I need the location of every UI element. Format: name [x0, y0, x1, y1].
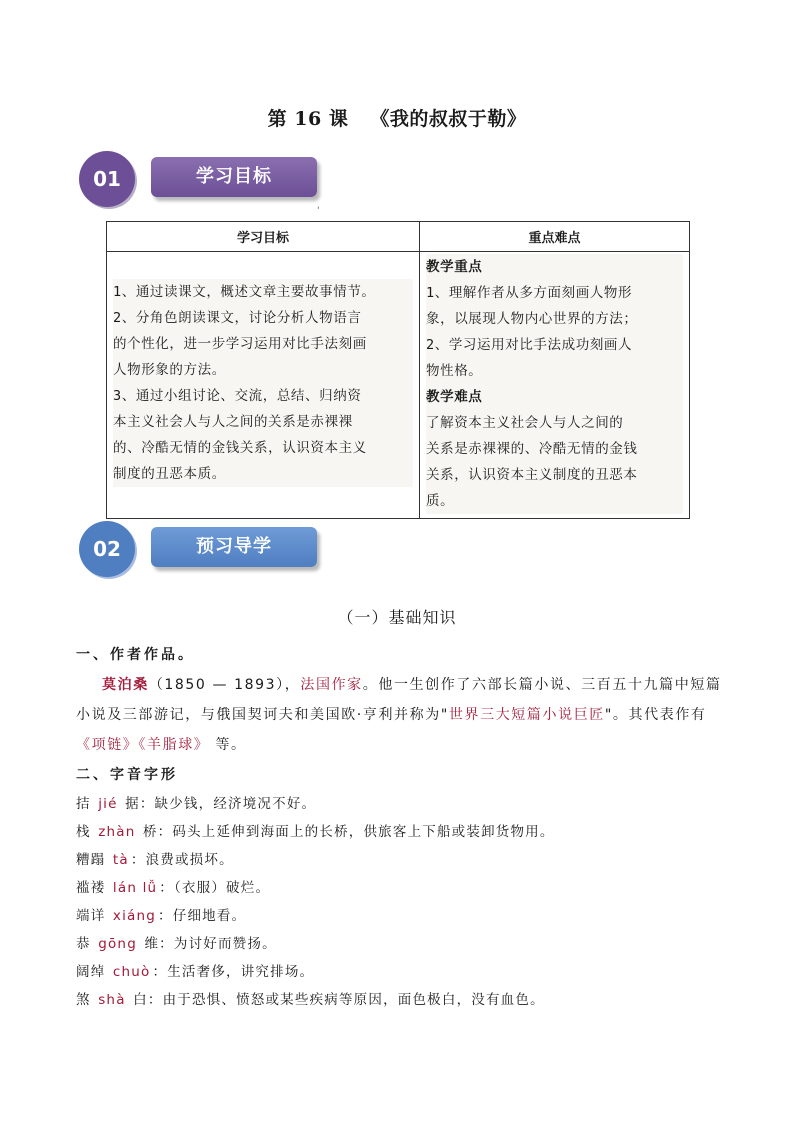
vocab-def: 白：由于恐惧、愤怒或某些疾病等原因，面色极白，没有血色。: [133, 992, 545, 1008]
list-item: [76, 902, 724, 930]
lesson-name: 《我的叔叔于勒》: [370, 108, 527, 130]
list-item: 1、理解作者从多方面刻画人物形: [426, 285, 633, 301]
work-title: 《项链》: [76, 737, 139, 753]
vocab-pinyin: zhàn: [98, 824, 136, 840]
section-banner-preview: [78, 520, 338, 582]
list-item: 象，以展现人物内心世界的方法；: [426, 311, 638, 327]
page-title: [0, 104, 794, 131]
list-item: 了解资本主义社会人与人之间的: [426, 415, 624, 431]
list-item: [76, 790, 724, 818]
list-item: 关系，认识资本主义制度的丑恶本: [426, 467, 638, 483]
vocab-list: [76, 790, 724, 1014]
list-item: 人物形象的方法。: [113, 362, 226, 378]
list-item: 2、分角色朗读课文，讨论分析人物语言: [113, 310, 362, 326]
objectives-table: [106, 221, 690, 519]
text-run: 。他一生创作了六部长篇小说、三百五十九篇中短篇小说及三部游记，与俄国契诃夫和美国欧·亨利并称为": [76, 677, 722, 723]
list-item: 本主义社会人与人之间的关系是赤裸裸: [113, 414, 353, 430]
objectives-list: [113, 279, 413, 487]
part1-heading: 一、作者作品。: [76, 647, 195, 663]
list-item: [76, 874, 724, 902]
subheading: （一）基础知识: [337, 608, 457, 627]
vocab-pinyin: gōng: [98, 936, 137, 952]
difficulty-title: 教学难点: [426, 389, 483, 405]
tick-mark: ': [317, 206, 320, 216]
list-item: 3、通过小组讨论、交流，总结、归纳资: [113, 388, 362, 404]
vocab-def: 据：缺少钱，经济境况不好。: [125, 796, 317, 812]
author-name: 莫泊桑: [102, 677, 149, 693]
vocab-char: 栈: [76, 824, 91, 840]
author-honor: 世界三大短篇小说巨匠: [448, 707, 605, 723]
list-item: 的、冷酷无情的金钱关系，认识资本主义: [113, 440, 367, 456]
table-row: [107, 252, 690, 519]
list-item: 1、通过读课文，概述文章主要故事情节。: [113, 284, 376, 300]
list-item: [76, 958, 724, 986]
list-item: 物性格。: [426, 363, 483, 379]
objectives-cell: [107, 252, 420, 519]
list-item: [76, 986, 724, 1014]
section-banner-objectives: [78, 150, 338, 212]
vocab-def: ：生活奢侈，讲究排场。: [152, 964, 315, 980]
text-run: （1850 — 1893），: [148, 677, 301, 693]
work-title: 《羊脂球》: [138, 737, 210, 753]
key-points-list: [426, 254, 683, 514]
vocab-char: 糟蹋: [76, 852, 106, 868]
text-run: "。其代表作有: [604, 707, 707, 723]
list-item: [76, 818, 724, 846]
list-item: 2、学习运用对比手法成功刻画人: [426, 337, 633, 353]
author-paragraph: [76, 670, 724, 760]
list-item: 关系是赤裸裸的、冷酷无情的金钱: [426, 441, 638, 457]
vocab-pinyin: chuò: [112, 964, 151, 980]
vocab-pinyin: lán lǚ: [112, 880, 158, 896]
vocab-pinyin: jié: [98, 796, 118, 812]
list-item: 制度的丑恶本质。: [113, 466, 226, 482]
table-header-row: [107, 222, 690, 252]
section-badge: [78, 520, 140, 582]
vocab-char: 恭: [76, 936, 91, 952]
vocab-def: 维：为讨好而赞扬。: [144, 936, 277, 952]
part2-heading: 二、字音字形: [76, 767, 178, 783]
vocab-char: 拮: [76, 796, 91, 812]
section-label: 预习导学: [151, 527, 317, 567]
vocab-pinyin: tà: [112, 852, 129, 868]
vocab-char: 褴褛: [76, 880, 106, 896]
vocab-def: ：仔细地看。: [158, 908, 247, 924]
vocab-char: 煞: [76, 992, 91, 1008]
header-key-points: 重点难点: [420, 222, 690, 252]
vocab-def: 桥：码头上延伸到海面上的长桥，供旅客上下船或装卸货物用。: [142, 824, 555, 840]
list-item: 的个性化，进一步学习运用对比手法刻画: [113, 336, 367, 352]
vocab-pinyin: xiáng: [112, 908, 157, 924]
vocab-pinyin: shà: [98, 992, 126, 1008]
section-number: 01: [93, 167, 121, 191]
list-item: 质。: [426, 493, 455, 509]
key-points-cell: [420, 252, 690, 519]
list-item: [76, 846, 724, 874]
main-content: [76, 640, 724, 1014]
vocab-def: ：浪费或损坏。: [130, 852, 234, 868]
vocab-char: 阔绰: [76, 964, 106, 980]
header-objectives: 学习目标: [107, 222, 420, 252]
vocab-char: 端详: [76, 908, 106, 924]
lesson-number: 第 16 课: [267, 108, 349, 130]
key-title: 教学重点: [426, 259, 483, 275]
text-run: 等。: [209, 737, 247, 753]
author-nation: 法国作家: [300, 677, 363, 693]
section-badge: [78, 150, 140, 212]
vocab-def: ：（衣服）破烂。: [159, 880, 271, 896]
section-label: 学习目标: [151, 157, 317, 197]
section-number: 02: [93, 537, 121, 561]
list-item: [76, 930, 724, 958]
